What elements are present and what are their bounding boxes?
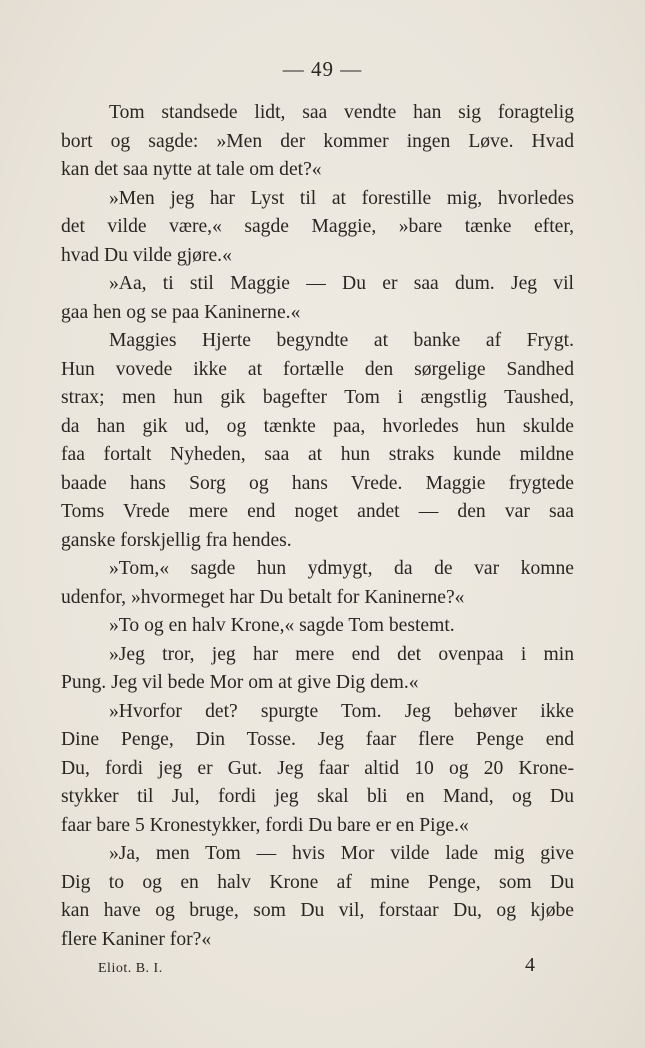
text-line: kan have og bruge, som Du vil, forstaar Du, og kjøbe	[61, 900, 574, 921]
text-line: ganske forskjellig fra hendes.	[61, 529, 292, 551]
paragraph	[61, 555, 574, 612]
text-line: »Jeg tror, jeg har mere end det ovenpaa i min	[109, 643, 574, 665]
text-line: »Men jeg har Lyst til at forestille mig, hvorledes	[109, 187, 574, 209]
text-line: »To og en halv Krone,« sagde Tom bestemt.	[109, 615, 455, 636]
text-line: Tom standsede lidt, saa vendte han sig foragtelig	[109, 102, 574, 123]
text-line: »Hvorfor det? spurgte Tom. Jeg behøver ikke	[109, 700, 574, 722]
text-line: faar bare 5 Kronestykker, fordi Du bare er en Pige.«	[61, 814, 469, 836]
text-line: bort og sagde: »Men der kommer ingen Løve. Hvad	[61, 130, 574, 152]
text-line: gaa hen og se paa Kaninerne.«	[61, 301, 301, 323]
text-line: Pung. Jeg vil bede Mor om at give Dig dem.«	[61, 672, 419, 693]
text-line: baade hans Sorg og hans Vrede. Maggie frygtede	[61, 472, 574, 494]
text-line: »Aa, ti stil Maggie — Du er saa dum. Jeg vil	[109, 273, 574, 294]
paragraph	[61, 270, 574, 327]
page-number: — 49 —	[282, 57, 363, 81]
text-line: det vilde være,« sagde Maggie, »bare tænke efter,	[61, 216, 574, 237]
text-line: strax; men hun gik bagefter Tom i ængstlig Taushed,	[61, 387, 574, 408]
text-line: Dig to og en halv Krone af mine Penge, som Du	[61, 871, 574, 893]
paragraph	[61, 185, 574, 271]
text-line: Dine Penge, Din Tosse. Jeg faar flere Penge end	[61, 729, 574, 750]
paragraph	[61, 327, 574, 555]
text-line: flere Kaniner for?«	[61, 928, 212, 950]
text-line: »Ja, men Tom — hvis Mor vilde lade mig give	[109, 843, 574, 864]
text-line: hvad Du vilde gjøre.«	[61, 244, 232, 266]
paragraph	[61, 641, 574, 698]
sheet-number: 4	[525, 954, 535, 976]
text-line: Maggies Hjerte begyndte at banke af Frygt.	[109, 330, 574, 351]
paragraph	[61, 99, 574, 185]
paragraph	[61, 612, 574, 641]
text-line: Hun vovede ikke at fortælle den sørgelige Sandhed	[61, 358, 574, 380]
text-line: kan det saa nytte at tale om det?«	[61, 159, 322, 180]
text-line: »Tom,« sagde hun ydmygt, da de var komne	[109, 558, 574, 579]
printer-signature: Eliot. B. I.	[98, 961, 163, 976]
text-line: Toms Vrede mere end noget andet — den var saa	[61, 501, 574, 522]
paragraph	[61, 840, 574, 954]
text-line: da han gik ud, og tænkte paa, hvorledes hun skulde	[61, 415, 574, 437]
text-line: udenfor, »hvormeget har Du betalt for Kaninerne?«	[61, 586, 465, 608]
paragraph	[61, 698, 574, 841]
text-line: faa fortalt Nyheden, saa at hun straks kunde mildne	[61, 444, 574, 465]
body-text	[61, 99, 574, 954]
text-line: Du, fordi jeg er Gut. Jeg faar altid 10 og 20 Krone-	[61, 757, 574, 779]
text-line: stykker til Jul, fordi jeg skal bli en Mand, og Du	[61, 786, 574, 807]
